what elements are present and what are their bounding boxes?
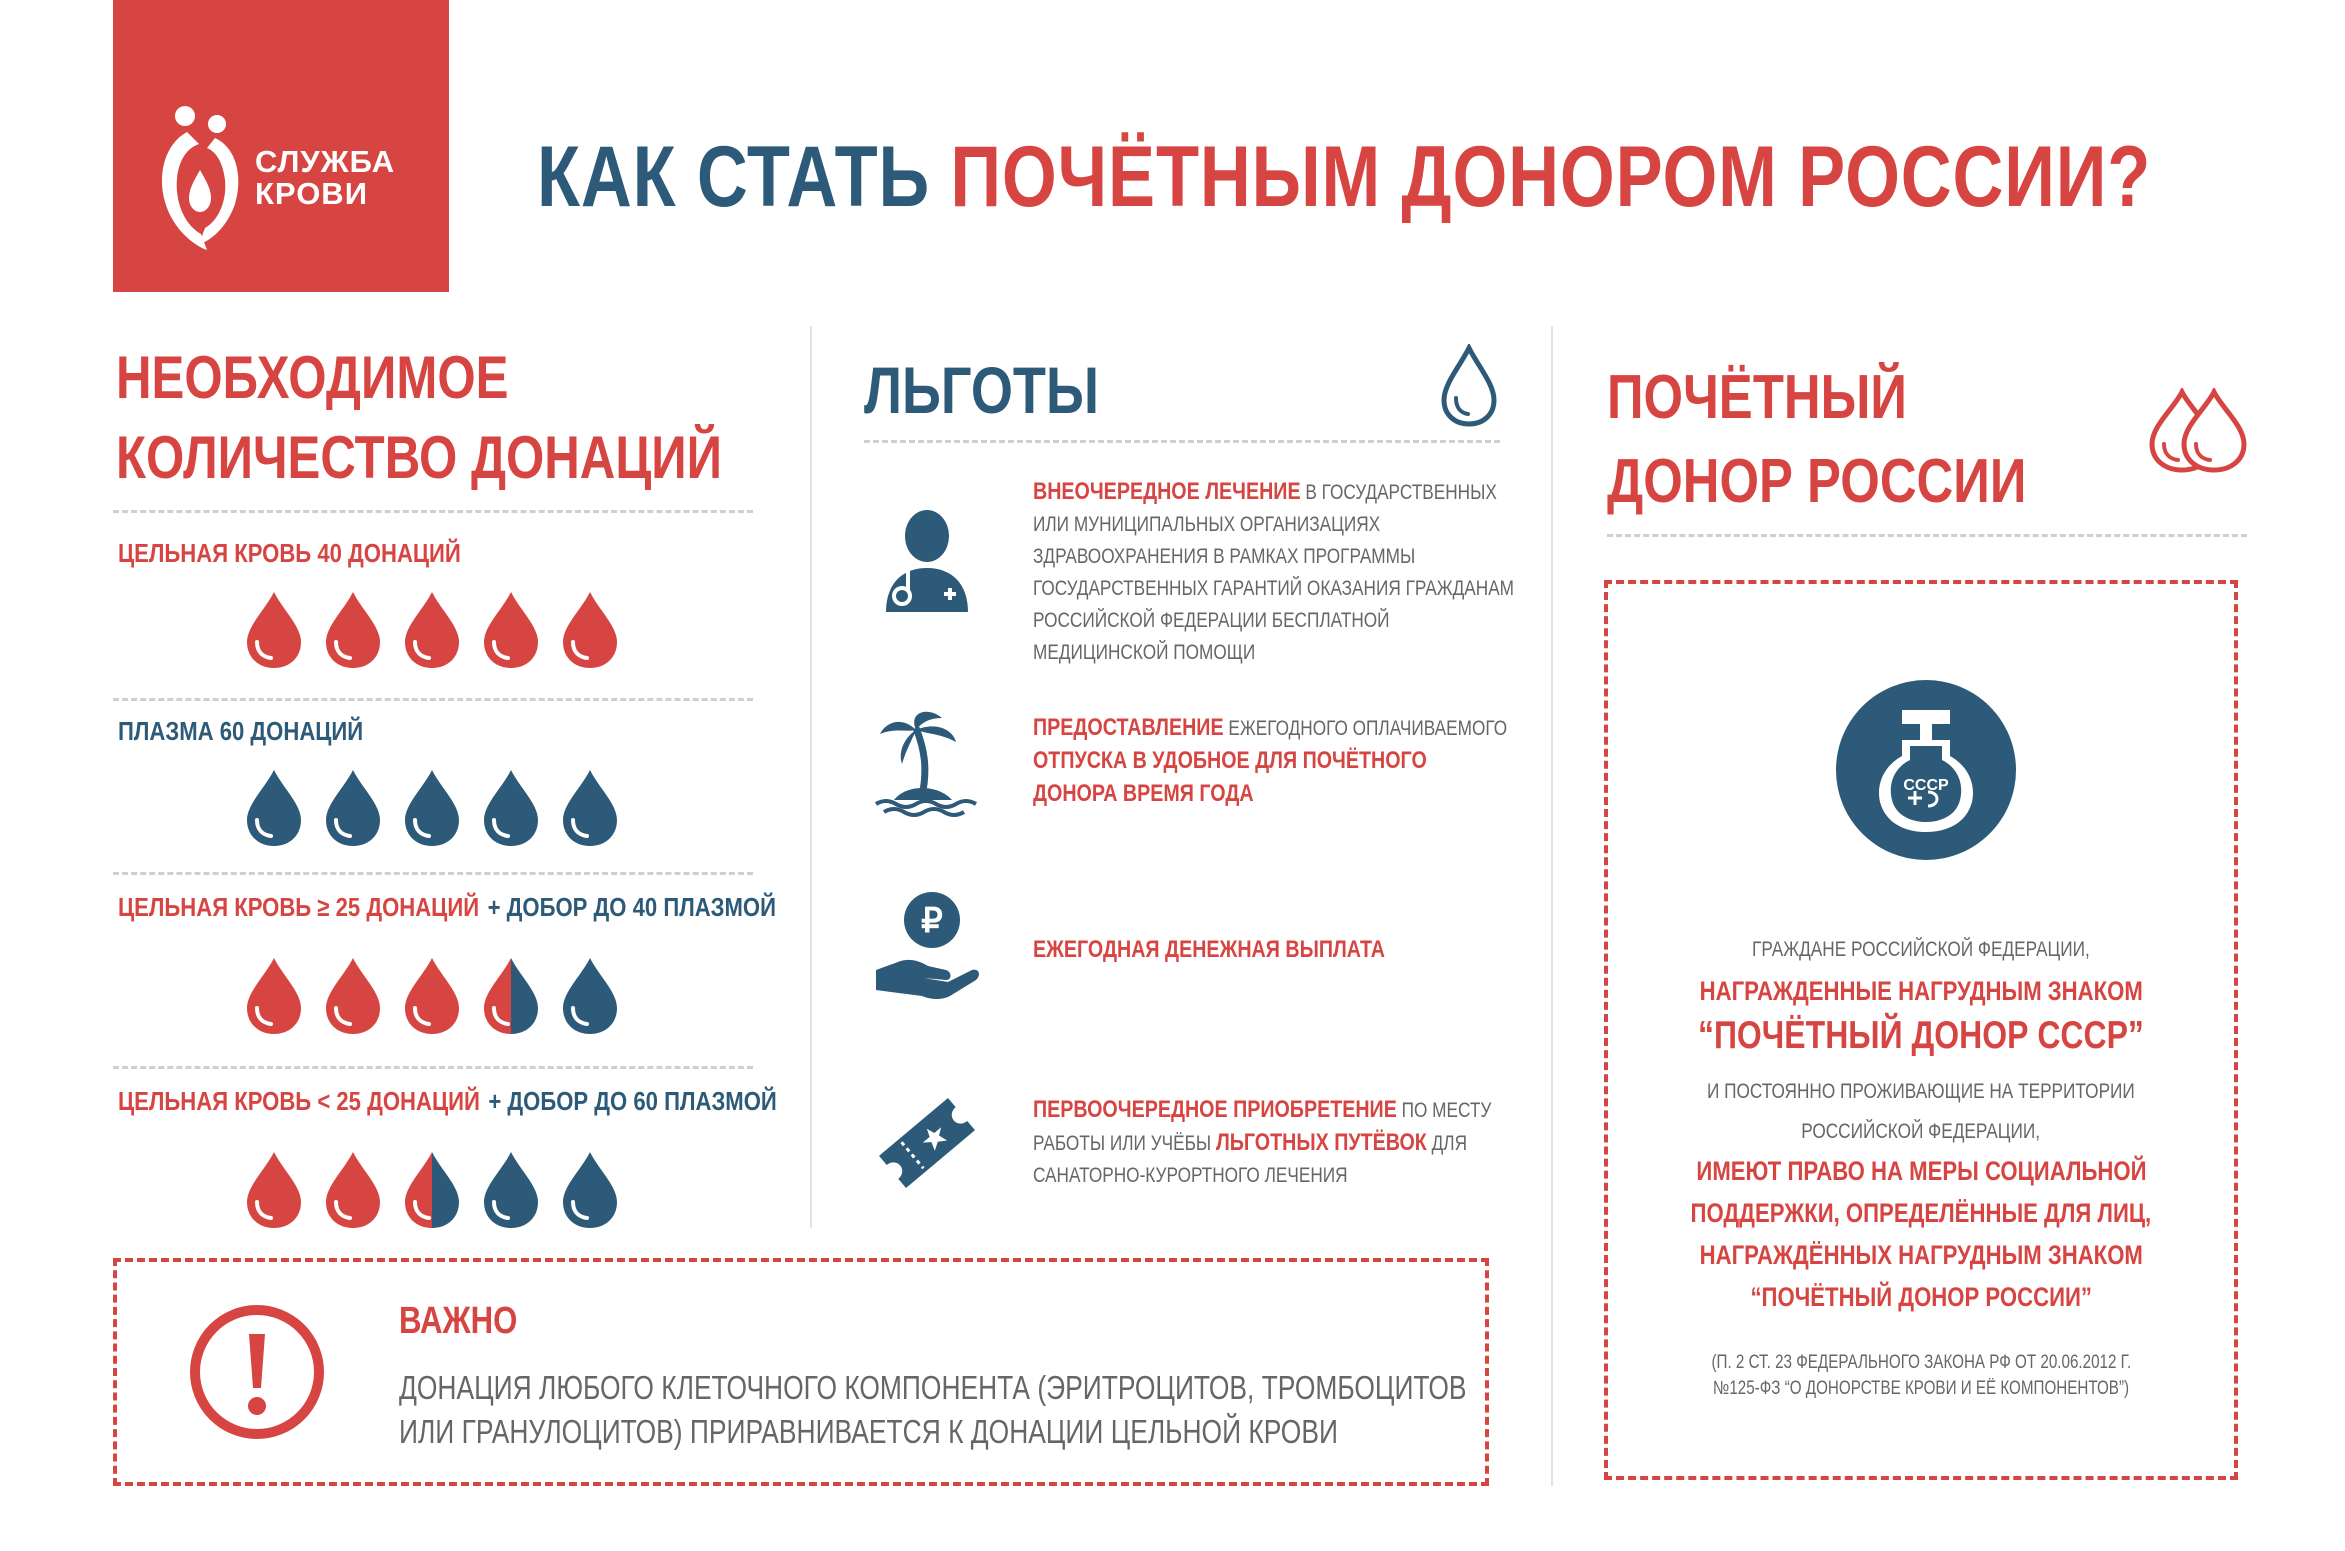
benefit-line: ПЕРВООЧЕРЕДНОЕ ПРИОБРЕТЕНИЕ ПО МЕСТУ — [1033, 1096, 1492, 1123]
ticket-icon — [872, 1088, 982, 1198]
donation-row-label-main: ЦЕЛЬНАЯ КРОВЬ ≥ 25 ДОНАЦИЙ — [118, 892, 480, 922]
benefit-line: ИЛИ МУНИЦИПАЛЬНЫХ ОРГАНИЗАЦИЯХ — [1033, 513, 1381, 536]
blood-drop-icon — [243, 768, 305, 848]
blood-drop-icon — [480, 1150, 542, 1230]
law-reference-line2: №125-ФЗ “О ДОНОРСТВЕ КРОВИ И ЕЁ КОМПОНЕНТОВ”) — [1712, 1378, 2130, 1399]
badge-text: СССР — [1903, 777, 1949, 794]
honor-heading-line2: ДОНОР РОССИИ — [1607, 447, 2027, 516]
divider — [864, 440, 1500, 443]
donation-row-label-main: ПЛАЗМА 60 ДОНАЦИЙ — [118, 716, 364, 746]
divider — [1607, 534, 2247, 537]
honor-info-box — [1604, 580, 2238, 1480]
svg-text:₽: ₽ — [921, 902, 943, 940]
blood-drop-icon — [480, 590, 542, 670]
blood-service-logo-icon — [157, 104, 243, 250]
honor-text-line3: “ПОЧЁТНЫЙ ДОНОР СССР” — [1698, 1014, 2144, 1057]
donation-row-label — [118, 1086, 893, 1117]
blood-drop-icon — [322, 956, 384, 1036]
drops-row — [243, 1150, 621, 1230]
blood-drop-icon — [243, 956, 305, 1036]
benefit-line: САНАТОРНО-КУРОРТНОГО ЛЕЧЕНИЯ — [1033, 1164, 1348, 1187]
benefit-line: ВНЕОЧЕРЕДНОЕ ЛЕЧЕНИЕ В ГОСУДАРСТВЕННЫХ — [1033, 478, 1497, 505]
benefit-line: РОССИЙСКОЙ ФЕДЕРАЦИИ БЕСПЛАТНОЙ — [1033, 609, 1390, 632]
benefit-line: ОТПУСКА В УДОБНОЕ ДЛЯ ПОЧЁТНОГО — [1033, 747, 1427, 774]
honor-text-line6: ИМЕЮТ ПРАВО НА МЕРЫ СОЦИАЛЬНОЙ — [1695, 1156, 2147, 1186]
benefit-line: ЕЖЕГОДНАЯ ДЕНЕЖНАЯ ВЫПЛАТА — [1033, 936, 1386, 963]
ruble-hand-icon — [872, 890, 982, 1000]
donations-heading-line2: КОЛИЧЕСТВО ДОНАЦИЙ — [116, 424, 722, 491]
benefit-line: ЗДРАВООХРАНЕНИЯ В РАМКАХ ПРОГРАММЫ — [1033, 545, 1416, 568]
blood-drop-icon — [559, 590, 621, 670]
benefits-heading — [864, 352, 1151, 428]
blood-drop-icon — [401, 590, 463, 670]
title-part2: ПОЧЁТНЫМ ДОНОРОМ РОССИИ? — [950, 129, 2152, 225]
important-title: ВАЖНО — [399, 1300, 518, 1342]
donation-row-label — [118, 716, 406, 747]
honor-text-line5: РОССИЙСКОЙ ФЕДЕРАЦИИ, — [1801, 1120, 2041, 1143]
logo — [113, 0, 449, 292]
blood-drop-icon — [322, 590, 384, 670]
logo-line1: СЛУЖБА — [255, 144, 396, 179]
drops-row — [243, 768, 621, 848]
important-text-line1: ДОНАЦИЯ ЛЮБОГО КЛЕТОЧНОГО КОМПОНЕНТА (ЭРИТРОЦИТОВ, ТРОМБОЦИТОВ — [399, 1369, 1467, 1406]
honor-text-line7: ПОДДЕРЖКИ, ОПРЕДЕЛЁННЫЕ ДЛЯ ЛИЦ, — [1690, 1198, 2152, 1228]
blood-drop-icon — [243, 1150, 305, 1230]
donation-row-label-extra: + ДОБОР ДО 60 ПЛАЗМОЙ — [488, 1086, 777, 1116]
blood-drop-icon — [559, 956, 621, 1036]
blood-drop-icon — [401, 1150, 463, 1230]
divider — [113, 698, 753, 701]
benefits-heading-text: ЛЬГОТЫ — [864, 353, 1099, 427]
law-reference-line1: (П. 2 СТ. 23 ФЕДЕРАЛЬНОГО ЗАКОНА РФ ОТ 20.06.2012 Г. — [1711, 1352, 2131, 1373]
blood-drop-icon — [559, 768, 621, 848]
honor-text-line9: “ПОЧЁТНЫЙ ДОНОР РОССИИ” — [1750, 1282, 2092, 1312]
honor-text-line4: И ПОСТОЯННО ПРОЖИВАЮЩИЕ НА ТЕРРИТОРИИ — [1707, 1080, 2135, 1103]
benefit-line: МЕДИЦИНСКОЙ ПОМОЩИ — [1033, 641, 1256, 664]
drops-row — [243, 956, 621, 1036]
honor-heading — [1607, 356, 2118, 524]
donation-row-label-main: ЦЕЛЬНАЯ КРОВЬ 40 ДОНАЦИЙ — [118, 538, 461, 568]
benefit-item — [1033, 476, 1553, 669]
donations-heading-line1: НЕОБХОДИМОЕ — [116, 344, 509, 411]
two-drops-outline-icon — [2146, 388, 2250, 474]
honor-text-line2: НАГРАЖДЕННЫЕ НАГРУДНЫМ ЗНАКОМ — [1699, 976, 2143, 1006]
benefit-line: ГОСУДАРСТВЕННЫХ ГАРАНТИЙ ОКАЗАНИЯ ГРАЖДАНАМ — [1033, 577, 1515, 600]
blood-drop-icon — [559, 1150, 621, 1230]
benefit-line: ПРЕДОСТАВЛЕНИЕ ЕЖЕГОДНОГО ОПЛАЧИВАЕМОГО — [1033, 714, 1508, 741]
divider — [113, 872, 753, 875]
drops-row — [243, 590, 621, 670]
donations-heading — [116, 338, 855, 498]
benefit-item — [1033, 934, 1553, 967]
blood-drop-icon — [480, 956, 542, 1036]
drop-outline-icon — [1438, 344, 1500, 428]
benefit-line: ДОНОРА ВРЕМЯ ГОДА — [1033, 780, 1254, 807]
doctor-icon — [872, 506, 982, 616]
honor-text-line1: ГРАЖДАНЕ РОССИЙСКОЙ ФЕДЕРАЦИИ, — [1752, 938, 2090, 961]
palm-island-icon — [872, 708, 982, 818]
blood-drop-icon — [401, 768, 463, 848]
benefit-item — [1033, 712, 1553, 811]
honor-text-line8: НАГРАЖДЁННЫХ НАГРУДНЫМ ЗНАКОМ — [1699, 1240, 2143, 1270]
page-title — [537, 128, 2345, 227]
blood-drop-icon — [401, 956, 463, 1036]
donation-row-label-extra: + ДОБОР ДО 40 ПЛАЗМОЙ — [487, 892, 777, 922]
title-part1: КАК СТАТЬ — [537, 129, 930, 225]
logo-line2: КРОВИ — [255, 176, 368, 211]
logo-text — [255, 146, 395, 210]
divider — [113, 510, 753, 513]
divider — [113, 1066, 753, 1069]
blood-drop-icon — [322, 1150, 384, 1230]
important-text-line2: ИЛИ ГРАНУЛОЦИТОВ) ПРИРАВНИВАЕТСЯ К ДОНАЦИИ ЦЕЛЬНОЙ КРОВИ — [399, 1413, 1338, 1450]
blood-drop-icon — [480, 768, 542, 848]
donation-row-label-main: ЦЕЛЬНАЯ КРОВЬ < 25 ДОНАЦИЙ — [118, 1086, 480, 1116]
donation-row-label — [118, 892, 892, 923]
important-notice — [113, 1258, 1489, 1486]
benefit-line: РАБОТЫ ИЛИ УЧЁБЫ ЛЬГОТНЫХ ПУТЁВОК ДЛЯ — [1033, 1129, 1468, 1156]
exclamation-circle-icon — [189, 1304, 325, 1440]
medal-badge-icon — [1836, 680, 2016, 860]
blood-drop-icon — [322, 768, 384, 848]
honor-heading-line1: ПОЧЁТНЫЙ — [1607, 363, 1907, 432]
donation-row-label — [118, 538, 521, 569]
blood-drop-icon — [243, 590, 305, 670]
benefit-item — [1033, 1094, 1553, 1192]
important-text — [399, 1366, 1733, 1454]
